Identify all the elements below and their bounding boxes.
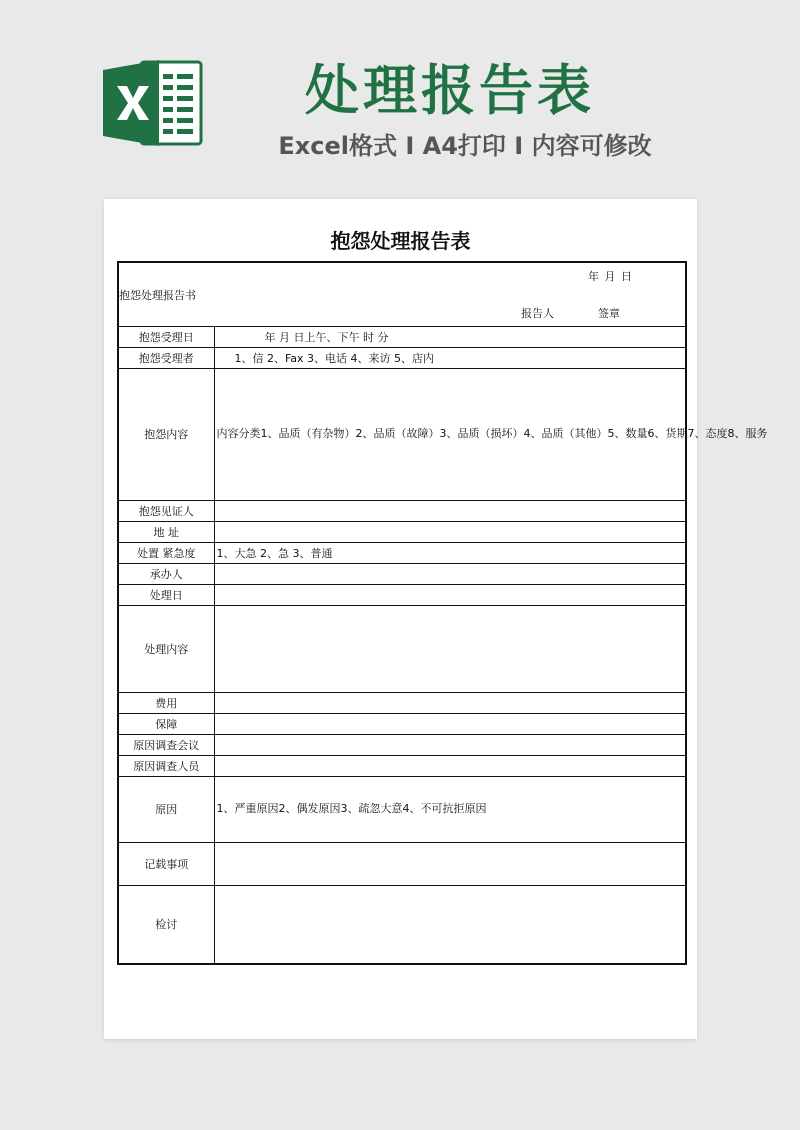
document-title: 抱怨处理报告表 [330, 229, 471, 253]
row-label-address: 地 址 [118, 521, 214, 542]
row-label-handle-date: 处理日 [118, 584, 214, 605]
row-label-investigation-staff: 原因调查人员 [118, 755, 214, 776]
header-date: 年 月 日 [588, 270, 633, 283]
row-value-investigation-staff[interactable] [214, 755, 686, 776]
row-value-investigation-meeting[interactable] [214, 734, 686, 755]
row-value-complaint-content[interactable]: 内容分类1、品质（有杂物）2、品质（故障）3、品质（损坏）4、品质（其他）5、数量6、货期7、态度8、服务 [214, 368, 686, 500]
header-left-label: 抱怨处理报告书 [119, 289, 196, 302]
row-value-receiver[interactable]: 1、信 2、Fax 3、电话 4、来访 5、店内 [214, 347, 686, 368]
row-value-urgency[interactable]: 1、大急 2、急 3、普通 [214, 542, 686, 563]
row-label-guarantee: 保障 [118, 713, 214, 734]
document-page [104, 199, 768, 1039]
row-value-witness[interactable] [214, 500, 686, 521]
banner-subtitle: Excel格式 I A4打印 I 内容可修改 [278, 132, 652, 160]
row-label-notes: 记载事项 [118, 842, 214, 885]
row-value-guarantee[interactable] [214, 713, 686, 734]
row-value-cause[interactable]: 1、严重原因2、偶发原因3、疏忽大意4、不可抗拒原因 [214, 776, 686, 842]
row-label-receive-date: 抱怨受理日 [118, 326, 214, 347]
header-reporter-label: 报告人 [521, 307, 554, 320]
row-label-witness: 抱怨见证人 [118, 500, 214, 521]
row-label-cause: 原因 [118, 776, 214, 842]
row-label-urgency: 处置 紧急度 [118, 542, 214, 563]
row-value-review[interactable] [214, 885, 686, 964]
banner-title: 处理报告表 [305, 59, 595, 122]
row-value-receive-date[interactable]: 年 月 日上午、下午 时 分 [214, 326, 686, 347]
row-value-notes[interactable] [214, 842, 686, 885]
header-seal-label: 签章 [598, 307, 620, 320]
row-value-address[interactable] [214, 521, 686, 542]
row-label-cost: 费用 [118, 692, 214, 713]
row-value-handler[interactable] [214, 563, 686, 584]
report-form-table [117, 261, 768, 965]
row-label-receiver: 抱怨受理者 [118, 347, 214, 368]
row-label-handle-content: 处理内容 [118, 605, 214, 692]
row-value-handle-date[interactable] [214, 584, 686, 605]
row-value-cost[interactable] [214, 692, 686, 713]
row-label-review: 检讨 [118, 885, 214, 964]
report-header-cell[interactable] [118, 262, 686, 326]
excel-icon [103, 58, 203, 148]
row-label-complaint-content: 抱怨内容 [118, 368, 214, 500]
row-value-handle-content[interactable] [214, 605, 686, 692]
row-label-handler: 承办人 [118, 563, 214, 584]
row-label-investigation-meeting: 原因调查会议 [118, 734, 214, 755]
